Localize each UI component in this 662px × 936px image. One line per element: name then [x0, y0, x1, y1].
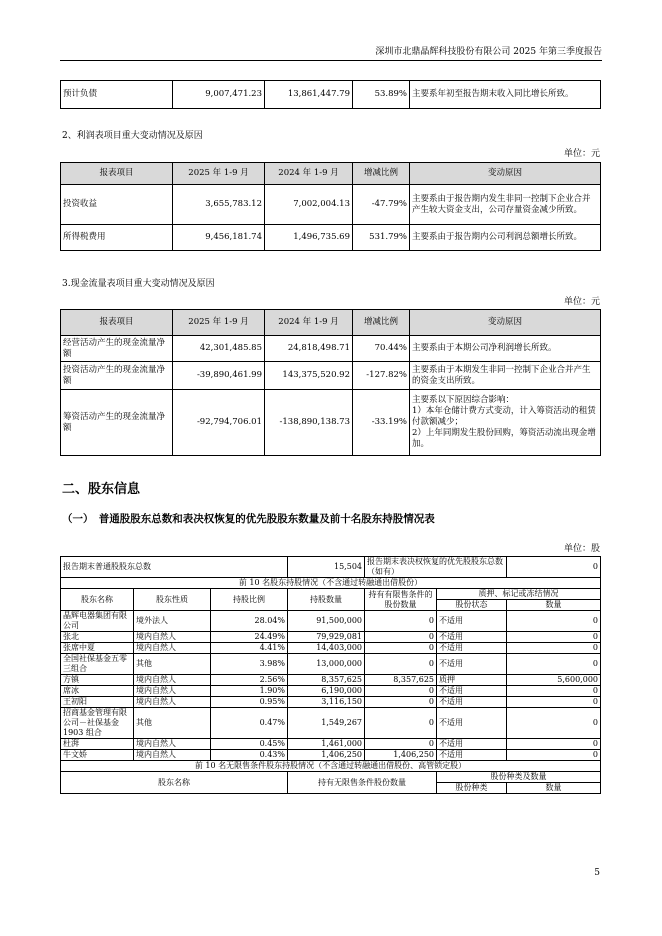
- holder-nature: 境内自然人: [134, 675, 211, 686]
- holder-qty: 91,500,000: [288, 611, 365, 632]
- holder-nature: 其他: [134, 654, 211, 675]
- row-previous: 1,496,735.69: [265, 225, 353, 251]
- col-header-unrestricted-name: 股东名称: [61, 772, 288, 794]
- holder-name: 王初阳: [61, 697, 134, 708]
- holder-restricted: 0: [365, 708, 437, 739]
- holder-restricted: 0: [365, 686, 437, 697]
- col-header-ratio: 持股比例: [211, 589, 288, 611]
- holder-ratio: 0.45%: [211, 739, 288, 750]
- row-change: -33.19%: [353, 390, 410, 456]
- holder-status: 不适用: [437, 611, 507, 632]
- page-number: 5: [594, 868, 600, 878]
- holder-count: 0: [507, 611, 601, 632]
- col-header-count: 数量: [507, 600, 601, 611]
- row-current: -39,890,461.99: [173, 362, 265, 390]
- col-header-item: 报表项目: [61, 310, 173, 336]
- section2-title: 2、利润表项目重大变动情况及原因: [62, 131, 203, 141]
- table-row: [61, 81, 601, 109]
- col-header-status: 股份状态: [437, 600, 507, 611]
- col-header-change: 增减比例: [353, 310, 410, 336]
- table-row: [61, 686, 601, 697]
- table-row: [61, 362, 601, 390]
- col-header-type: 股份种类: [437, 783, 507, 794]
- row-change: -47.79%: [353, 185, 410, 225]
- holder-restricted: 8,357,625: [365, 675, 437, 686]
- table-row: [61, 697, 601, 708]
- row-previous: -138,890,138.73: [265, 390, 353, 456]
- row-change: 531.79%: [353, 225, 410, 251]
- table-row: [61, 750, 601, 761]
- holder-status: 不适用: [437, 686, 507, 697]
- holder-restricted: 0: [365, 739, 437, 750]
- holder-restricted: 0: [365, 611, 437, 632]
- holder-count: 5,600,000: [507, 675, 601, 686]
- holder-restricted: 0: [365, 697, 437, 708]
- reason-line: 2）上年同期发生股份回购，筹资活动流出现金增加。: [412, 428, 596, 449]
- holder-count: 0: [507, 697, 601, 708]
- holder-qty: 14,403,000: [288, 643, 365, 654]
- col-header-nature: 股东性质: [134, 589, 211, 611]
- col-header-restricted: 持有有限售条件的股份数量: [365, 589, 437, 611]
- holder-nature: 境外法人: [134, 611, 211, 632]
- table-row: [61, 739, 601, 750]
- holder-restricted: 1,406,250: [365, 750, 437, 761]
- holder-name: 牛文娇: [61, 750, 134, 761]
- section2-unit: 单位：元: [563, 149, 600, 159]
- row-current: 42,301,485.85: [173, 336, 265, 362]
- holder-count: 0: [507, 750, 601, 761]
- table-row: [61, 654, 601, 675]
- holder-ratio: 24.49%: [211, 632, 288, 643]
- col-header-pledge: 质押、标记或冻结情况: [437, 589, 601, 600]
- col-header-unrestricted-qty: 持有无限售条件股份数量: [288, 772, 437, 794]
- unrestricted-title: 前 10 名无限售条件股东持股情况（不含通过转融通出借股份、高管锁定股）: [61, 761, 601, 772]
- row-reason: 主要系由于报告期内发生非同一控制下企业合并产生较大资金支出，公司存量资金减少所致。: [410, 185, 601, 225]
- holder-name: 席冰: [61, 686, 134, 697]
- holder-count: 0: [507, 643, 601, 654]
- total-holders-label: 报告期末普通股股东总数: [61, 557, 288, 578]
- row-current: 9,456,181.74: [173, 225, 265, 251]
- holder-qty: 79,929,081: [288, 632, 365, 643]
- table-header-row: [61, 772, 601, 783]
- row-reason: 主要系由于本期公司净利润增长所致。: [410, 336, 601, 362]
- table-row: [61, 185, 601, 225]
- row-item: 经营活动产生的现金流量净额: [61, 336, 173, 362]
- header-divider: [60, 60, 602, 61]
- col-header-qty: 持股数量: [288, 589, 365, 611]
- holder-status: 不适用: [437, 697, 507, 708]
- row-previous: 13,861,447.79: [265, 81, 353, 109]
- holder-count: 0: [507, 686, 601, 697]
- row-item: 预计负债: [61, 81, 173, 109]
- shareholders-table: [60, 556, 601, 794]
- report-header: 深圳市北鼎晶辉科技股份有限公司 2025 年第三季度报告: [375, 47, 602, 57]
- col-header-previous: 2024 年 1-9 月: [265, 310, 353, 336]
- holder-nature: 境内自然人: [134, 686, 211, 697]
- row-item: 所得税费用: [61, 225, 173, 251]
- table-header-row: [61, 589, 601, 600]
- holder-ratio: 0.47%: [211, 708, 288, 739]
- table-header-row: [61, 163, 601, 185]
- holder-qty: 3,116,150: [288, 697, 365, 708]
- row-reason: [410, 390, 601, 456]
- col-header-current: 2025 年 1-9 月: [173, 310, 265, 336]
- cash-flow-table: [60, 309, 601, 456]
- holder-qty: 6,190,000: [288, 686, 365, 697]
- holder-ratio: 2.56%: [211, 675, 288, 686]
- holder-qty: 13,000,000: [288, 654, 365, 675]
- row-current: -92,794,706.01: [173, 390, 265, 456]
- holder-name: 杜湃: [61, 739, 134, 750]
- top10-title: 前 10 名股东持股情况（不含通过转融通出借股份）: [61, 578, 601, 589]
- holder-status: 不适用: [437, 643, 507, 654]
- holder-count: 0: [507, 632, 601, 643]
- col-header-reason: 变动原因: [410, 310, 601, 336]
- col-header-change: 增减比例: [353, 163, 410, 185]
- balance-sheet-continuation-table: [60, 80, 601, 109]
- col-header-reason: 变动原因: [410, 163, 601, 185]
- holder-nature: 境内自然人: [134, 739, 211, 750]
- table-header-row: [61, 310, 601, 336]
- holder-name: 张席中夏: [61, 643, 134, 654]
- holder-nature: 境内自然人: [134, 632, 211, 643]
- holder-restricted: 0: [365, 632, 437, 643]
- holder-status: 不适用: [437, 708, 507, 739]
- holder-count: 0: [507, 739, 601, 750]
- row-current: 3,655,783.12: [173, 185, 265, 225]
- holder-count: 0: [507, 708, 601, 739]
- holder-name: 方镇: [61, 675, 134, 686]
- row-item: 筹资活动产生的现金流量净额: [61, 390, 173, 456]
- row-item: 投资收益: [61, 185, 173, 225]
- col-header-current: 2025 年 1-9 月: [173, 163, 265, 185]
- holder-qty: 1,406,250: [288, 750, 365, 761]
- section3-unit: 单位：元: [563, 297, 600, 307]
- holder-ratio: 1.90%: [211, 686, 288, 697]
- table-row: [61, 225, 601, 251]
- income-statement-table: [60, 162, 601, 251]
- table-row: [61, 632, 601, 643]
- reason-line: 1）本年仓储计费方式变动，计入筹资活动的租赁付款额减少；: [412, 406, 596, 427]
- table-row: [61, 708, 601, 739]
- holder-name: 全国社保基金五零三组合: [61, 654, 134, 675]
- col-header-item: 报表项目: [61, 163, 173, 185]
- reason-line: 主要系以下原因综合影响：: [412, 395, 515, 405]
- total-holders-value: 15,504: [288, 557, 365, 578]
- row-change: -127.82%: [353, 362, 410, 390]
- row-previous: 143,375,520.92: [265, 362, 353, 390]
- holder-name: 张北: [61, 632, 134, 643]
- row-reason: 主要系由于本期发生非同一控制下企业合并产生的资金支出所致。: [410, 362, 601, 390]
- preferred-holders-label: 报告期末表决权恢复的优先股股东总数（如有）: [365, 557, 507, 578]
- holder-nature: 境内自然人: [134, 750, 211, 761]
- part2-title: 二、股东信息: [62, 482, 141, 497]
- section3-title: 3.现金流量表项目重大变动情况及原因: [62, 279, 215, 289]
- row-item: 投资活动产生的现金流量净额: [61, 362, 173, 390]
- top10-title-row: [61, 578, 601, 589]
- row-previous: 7,002,004.13: [265, 185, 353, 225]
- holder-name: 招商基金管理有限公司－社保基金 1903 组合: [61, 708, 134, 739]
- table-row: [61, 611, 601, 632]
- holder-status: 不适用: [437, 632, 507, 643]
- row-change: 70.44%: [353, 336, 410, 362]
- holder-nature: 其他: [134, 708, 211, 739]
- row-current: 9,007,471.23: [173, 81, 265, 109]
- holder-ratio: 28.04%: [211, 611, 288, 632]
- holder-count: 0: [507, 654, 601, 675]
- holder-nature: 境内自然人: [134, 643, 211, 654]
- holder-restricted: 0: [365, 654, 437, 675]
- holder-ratio: 0.95%: [211, 697, 288, 708]
- row-change: 53.89%: [353, 81, 410, 109]
- holder-qty: 8,357,625: [288, 675, 365, 686]
- preferred-holders-value: 0: [507, 557, 601, 578]
- row-reason: 主要系由于报告期内公司利润总额增长所致。: [410, 225, 601, 251]
- table-row: [61, 390, 601, 456]
- part2-subtitle: （一） 普通股股东总数和表决权恢复的优先股股东数量及前十名股东持股情况表: [62, 513, 435, 525]
- holder-ratio: 0.43%: [211, 750, 288, 761]
- holder-status: 不适用: [437, 654, 507, 675]
- table-row: [61, 675, 601, 686]
- col-header-type-group: 股份种类及数量: [437, 772, 601, 783]
- table-row: [61, 643, 601, 654]
- unrestricted-title-row: [61, 761, 601, 772]
- table-row: [61, 336, 601, 362]
- holder-nature: 境内自然人: [134, 697, 211, 708]
- row-previous: 24,818,498.71: [265, 336, 353, 362]
- holder-restricted: 0: [365, 643, 437, 654]
- col-header-previous: 2024 年 1-9 月: [265, 163, 353, 185]
- holder-status: 质押: [437, 675, 507, 686]
- row-reason: 主要系年初至报告期末收入同比增长所致。: [410, 81, 601, 109]
- holder-ratio: 3.98%: [211, 654, 288, 675]
- holder-ratio: 4.41%: [211, 643, 288, 654]
- holder-qty: 1,461,000: [288, 739, 365, 750]
- totals-row: [61, 557, 601, 578]
- col-header-type-count: 数量: [507, 783, 601, 794]
- part2-unit: 单位：股: [563, 544, 600, 554]
- holder-qty: 1,549,267: [288, 708, 365, 739]
- holder-status: 不适用: [437, 750, 507, 761]
- col-header-name: 股东名称: [61, 589, 134, 611]
- holder-name: 晶辉电器集团有限公司: [61, 611, 134, 632]
- holder-status: 不适用: [437, 739, 507, 750]
